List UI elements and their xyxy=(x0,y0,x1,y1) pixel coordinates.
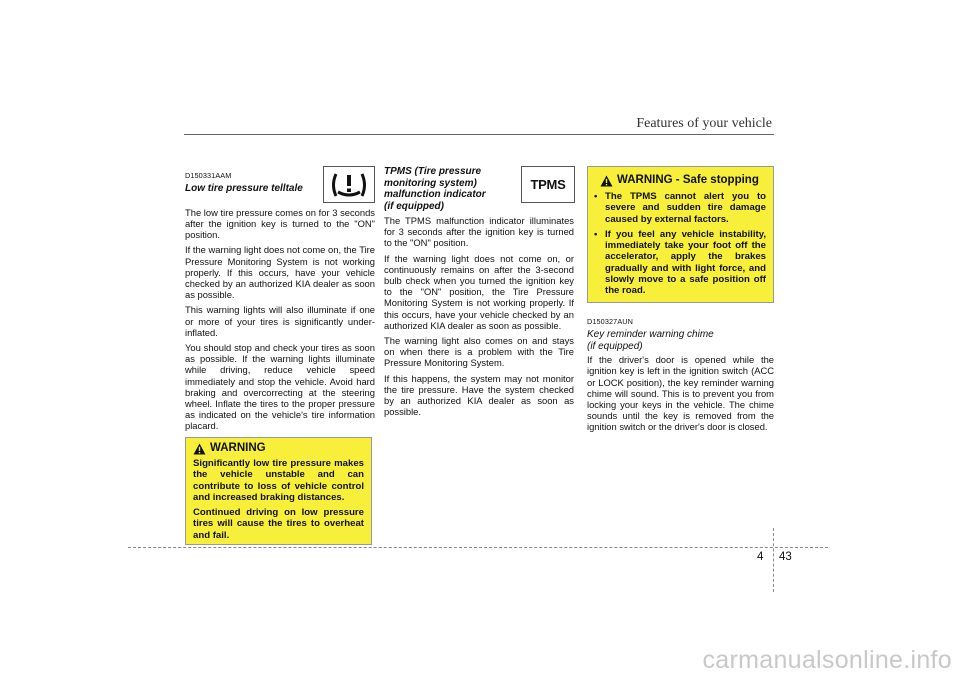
paragraph: The low tire pressure comes on for 3 seconds after the ignition key is turned to the "ON" position. xyxy=(185,206,375,241)
tpms-badge-icon xyxy=(521,166,575,203)
section-code: D150327AUN xyxy=(587,317,634,326)
column-tpms-indicator xyxy=(384,166,574,421)
page-number: 43 xyxy=(779,551,792,563)
column-key-reminder xyxy=(587,316,774,437)
warning-title: WARNING - xyxy=(617,174,683,187)
chapter-number: 4 xyxy=(757,551,764,563)
warning-item-text: If you feel any vehicle instability, immediately take your foot off the accelerator, apply the brakes gradually and with light force, and slowly move to a safe position off the road. xyxy=(605,228,766,297)
warning-heading xyxy=(600,175,766,187)
warning-triangle-icon xyxy=(600,175,613,187)
section-code: D150331AAM xyxy=(185,171,232,180)
subtitle-line: (if equipped) xyxy=(384,200,444,212)
paragraph: If the driver's door is opened while the ignition key is left in the ignition switch (ACC or LOCK position), the key reminder warning chime will sound. This is to prevent you from locking your keys in the vehicle. The chime sounds until the key is removed from the ignition switch or the driver's door is closed. xyxy=(587,354,774,433)
column-low-tire-pressure xyxy=(185,170,375,436)
tire-pressure-warning-icon xyxy=(323,166,375,203)
subtitle-line: monitoring system) xyxy=(384,177,477,189)
subtitle-line: (if equipped) xyxy=(587,340,643,352)
subtitle-line: TPMS (Tire pressure xyxy=(384,166,482,177)
paragraph: If the warning light does not come on, or continuously remains on after the 3-second bulb check when you turned the ignition key to the "ON" position, the Tire Pressure Monitoring System is not working properly. If this occurs, have your vehicle checked by an authorized KIA dealer as soon as possible. xyxy=(384,252,574,331)
tpms-badge-label: TPMS xyxy=(530,177,566,192)
paragraph: The warning light also comes on and stays on when there is a problem with the Tire Pressure Monitoring System. xyxy=(384,335,574,369)
warning-heading xyxy=(193,443,364,455)
warning-list xyxy=(594,191,766,297)
paragraph: The TPMS malfunction indicator illuminates for 3 seconds after the ignition key is turned to the "ON" position. xyxy=(384,215,574,249)
warning-box-low-pressure xyxy=(185,437,372,545)
subtitle-line: Key reminder warning chime xyxy=(587,329,714,341)
warning-list-item: • If you feel any vehicle instability, immediately take your foot off the accelerator, apply the brakes gradually and with light force, and slowly move to a safe position off the road. xyxy=(594,228,766,297)
warning-item-text: The TPMS cannot alert you to severe and sudden tire damage caused by external factors. xyxy=(605,191,766,225)
warning-box-safe-stopping xyxy=(587,166,774,303)
section-subtitle xyxy=(587,329,774,352)
section-subtitle: Low tire pressure telltale xyxy=(185,183,303,195)
paragraph: If the warning light does not come on, the Tire Pressure Monitoring System is not working properly. If this occurs, have your vehicle checked by an authorized KIA dealer as soon as possible. xyxy=(185,244,375,301)
paragraph: If this happens, the system may not monitor the tire pressure. Have the system checked by an authorized KIA dealer as soon as possible. xyxy=(384,372,574,418)
footer-rule xyxy=(128,547,828,548)
header-title: Features of your vehicle xyxy=(636,116,772,131)
watermark: carmanualsonline.info xyxy=(702,646,952,674)
subtitle-line: malfunction indicator xyxy=(384,189,486,200)
paragraph: You should stop and check your tires as soon as possible. If the warning lights illuminate while driving, reduce vehicle speed immediately and stop the vehicle. Avoid hard braking and overcorrecting at the steering wheel. Inflate the tires to the proper pressure as indicated on the vehicle's tire information placard. xyxy=(185,341,375,432)
warning-title: WARNING xyxy=(210,442,266,455)
warning-list-item: • The TPMS cannot alert you to severe and sudden tire damage caused by external factors. xyxy=(594,191,766,225)
warning-triangle-icon xyxy=(193,443,206,455)
header-rule xyxy=(184,134,774,135)
warning-paragraph: Significantly low tire pressure makes the vehicle unstable and can contribute to loss of vehicle control and increased braking distances. xyxy=(193,458,364,503)
warning-title-suffix: Safe stopping xyxy=(682,174,759,187)
paragraph: This warning lights will also illuminate if one or more of your tires is significantly under-inflated. xyxy=(185,304,375,338)
warning-paragraph: Continued driving on low pressure tires will cause the tires to overheat and fail. xyxy=(193,507,364,541)
footer-divider xyxy=(773,528,774,592)
